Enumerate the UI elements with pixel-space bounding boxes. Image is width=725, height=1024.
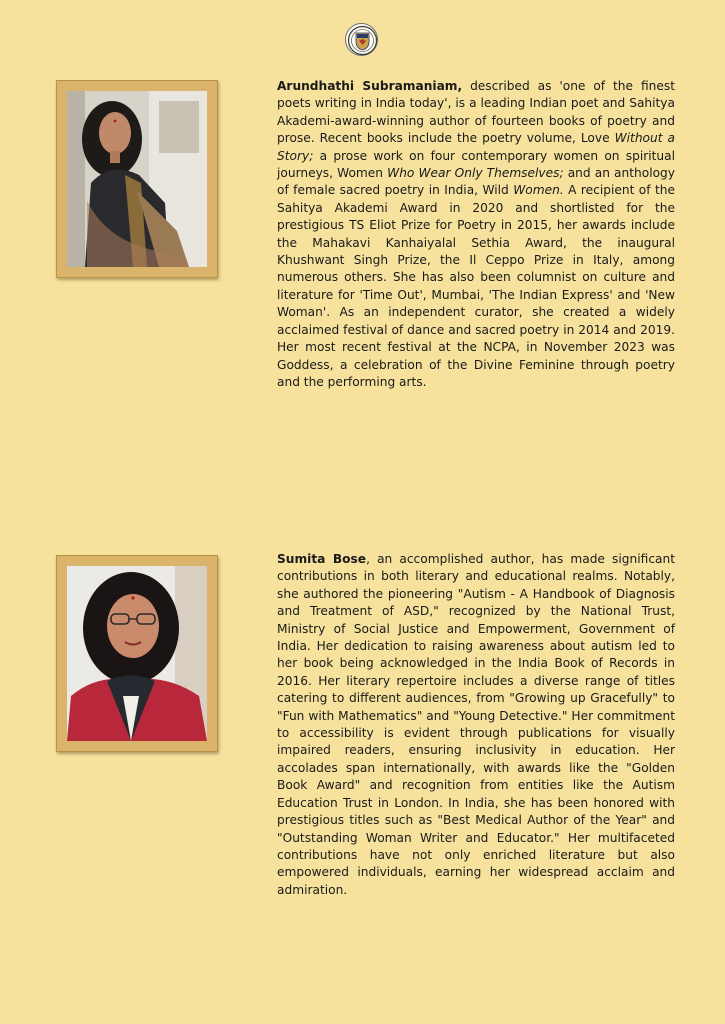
bio-text: and an anthology of female sacred poetry in India, Wild: [277, 166, 675, 198]
emblem-logo-icon: [345, 23, 378, 56]
bio-arundhathi-subramaniam: [277, 78, 675, 391]
bio-text: a prose work on four contemporary women on spiritual journeys, Women: [277, 148, 675, 181]
portrait-photo-frame: [56, 555, 218, 752]
bio-sumita-bose: [277, 551, 675, 899]
portrait-photo-frame: [56, 80, 218, 278]
portrait-photo: [67, 566, 207, 741]
bio-text: described as 'one of the finest poets writing in India today', is a leading Indian poet and Sahitya Akademi-award-winning author of fourteen books of poetry and prose. Recent books include the poetry volume, Love: [277, 79, 675, 146]
book-title: Women.: [513, 183, 564, 198]
bio-text: A recipient of the Sahitya Akademi Award in 2020 and shortlisted for the prestigious TS Eliot Prize for Poetry in 2015, her awards include the Mahakavi Kanhaiyalal Sethia Award, the inaugural Khushwant Singh Prize, the Il Ceppo Prize in Italy, among numerous others. She has also been columnist on culture and literature for 'Time Out', Mumbai, 'The Indian Express' and 'New Woman'. As an independent curator, she created a widely acclaimed festival of dance and sacred poetry in 2014 and 2019. Her most recent festival at the NCPA, in November 2023 was Goddess, a celebration of the Divine Feminine through poetry and the performing arts.: [277, 183, 675, 389]
portrait-photo: [67, 91, 207, 267]
author-name: Sumita Bose: [277, 552, 367, 566]
book-title: Who Wear Only Themselves;: [387, 166, 564, 181]
book-title: Without a Story;: [277, 131, 675, 163]
author-name: Arundhathi Subramaniam,: [277, 79, 463, 93]
bio-text: , an accomplished author, has made significant contributions in both literary and educational realms. Notably, she authored the pioneering "Autism - A Handbook of Diagnosis and Treatment of ASD," recognized by the National Trust, Ministry of Social Justice and Empowerment, Government of India. Her dedication to raising awareness about autism led to her book being acknowledged in the India Book of Records in 2016. Her literary repertoire includes a diverse range of titles catering to different audiences, from "Growing up Gracefully" to "Fun with Mathematics" and "Young Detective." Her commitment to accessibility is evident through publications for visually impaired readers, ensuring inclusivity in education. Her accolades span internationally, with awards like the "Golden Book Award" and recognition from entities like the Autism Education Trust in London. In India, she has been honored with prestigious titles such as "Best Medical Author of the Year" and "Outstanding Woman Writer and Educator." Her multifaceted contributions have not only enriched literature but also empowered individuals, earning her widespread acclaim and admiration.: [277, 552, 675, 897]
